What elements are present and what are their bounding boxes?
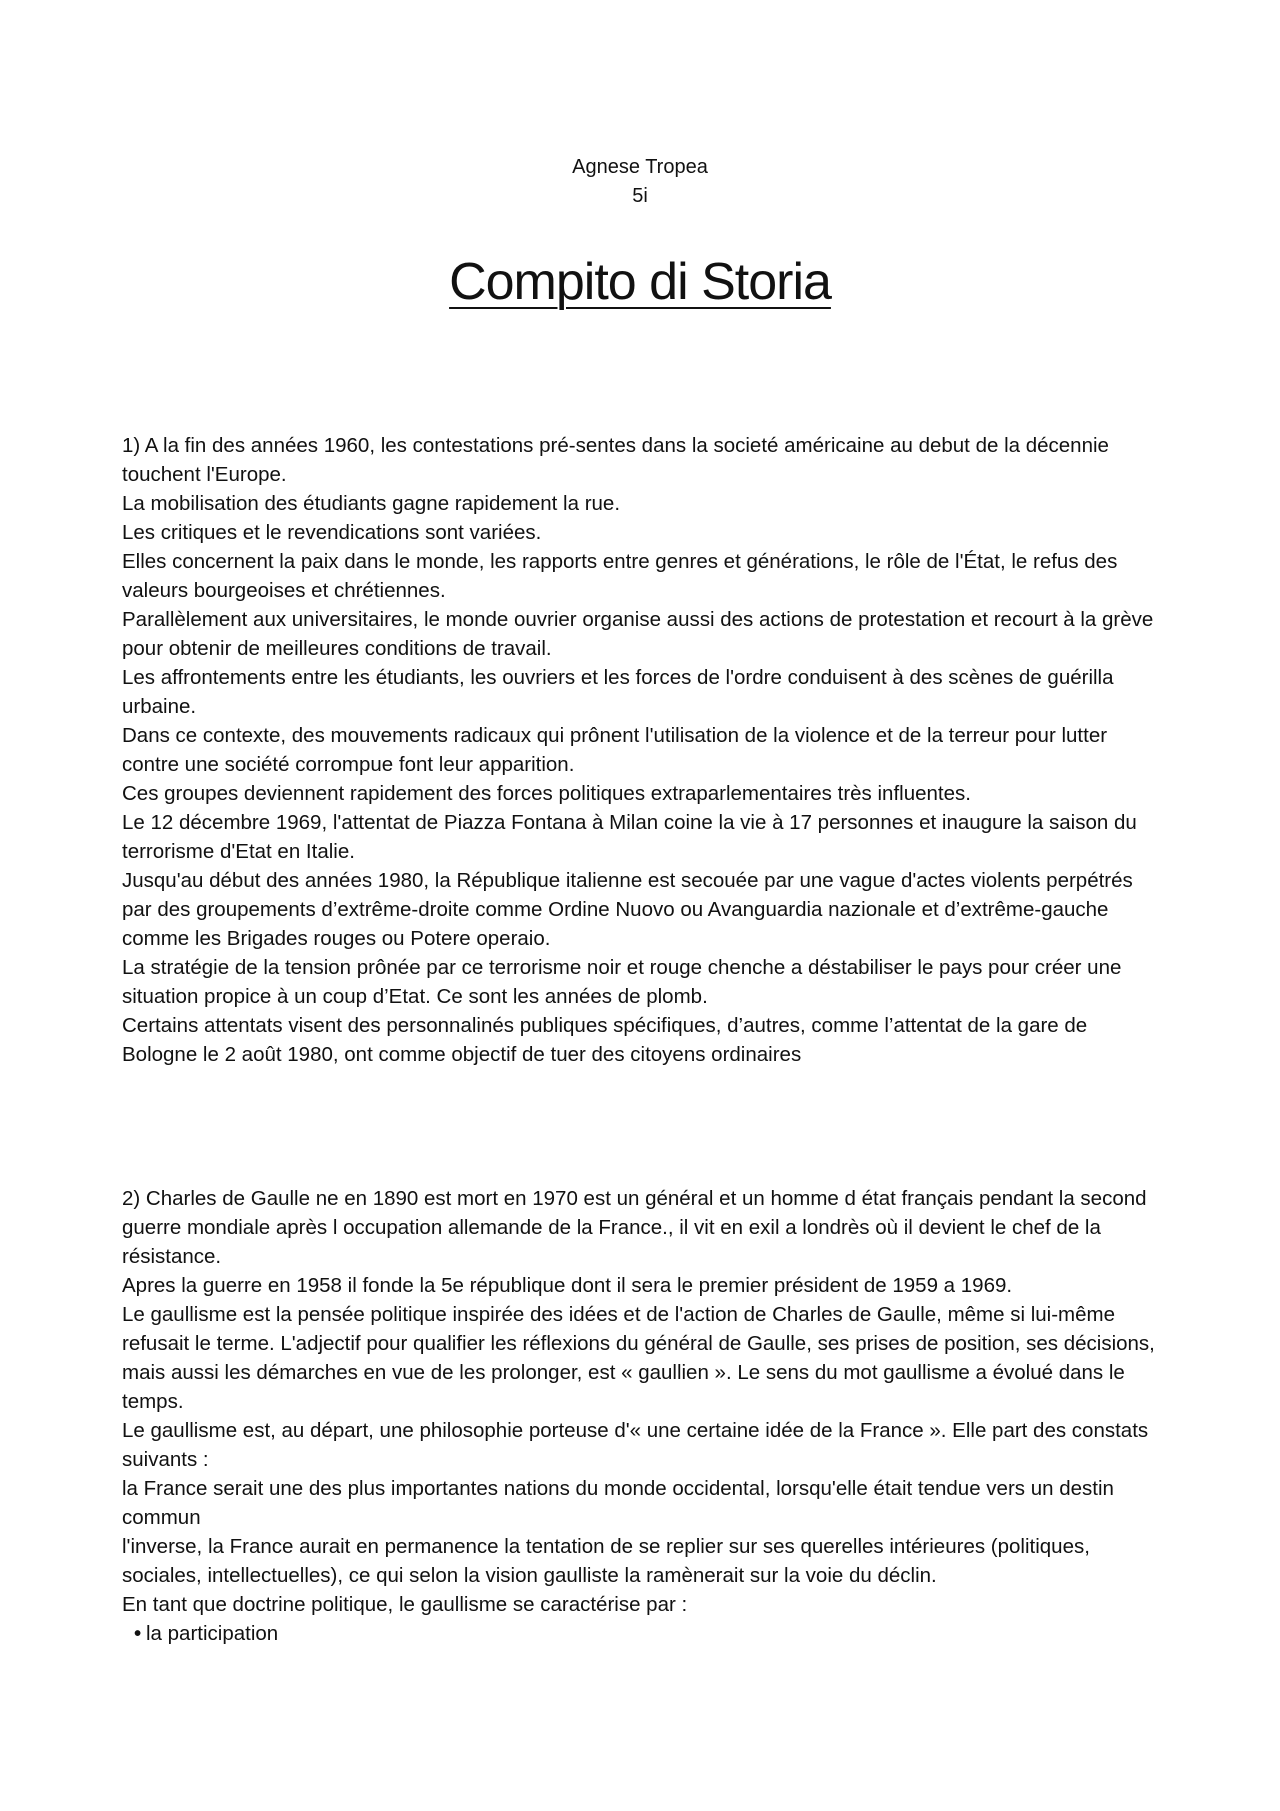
- paragraph: Les affrontements entre les étudiants, les ouvriers et les forces de l'ordre conduisent à des scènes de guérilla urbaine.: [122, 666, 1114, 718]
- answer-section-2: [122, 1184, 1167, 1648]
- paragraph: Ces groupes deviennent rapidement des forces politiques extraparlementaires très influentes.: [122, 782, 971, 805]
- paragraph: 2) Charles de Gaulle ne en 1890 est mort en 1970 est un général et un homme d état français pendant la second guerre mondiale après l occupation allemande de la France., il vit en exil a londrès où il devient le chef de la résistance.: [122, 1187, 1147, 1268]
- paragraph: Elles concernent la paix dans le monde, les rapports entre genres et générations, le rôle de l'État, le refus des valeurs bourgeoises et chrétiennes.: [122, 550, 1118, 602]
- document-header: [0, 153, 1280, 211]
- paragraph: Certains attentats visent des personnalinés publiques spécifiques, d’autres, comme l’attentat de la gare de Bologne le 2 août 1980, ont comme objectif de tuer des citoyens ordinaires: [122, 1014, 1088, 1066]
- paragraph: Apres la guerre en 1958 il fonde la 5e république dont il sera le premier président de 1959 a 1969.: [122, 1274, 1013, 1297]
- paragraph: Les critiques et le revendications sont variées.: [122, 521, 542, 544]
- paragraph: En tant que doctrine politique, le gaullisme se caractérise par :: [122, 1593, 688, 1616]
- class-label: 5i: [632, 185, 648, 207]
- paragraph: Le 12 décembre 1969, l'attentat de Piazza Fontana à Milan coine la vie à 17 personnes et inaugure la saison du terrorisme d'Etat en Italie.: [122, 811, 1137, 863]
- paragraph: Parallèlement aux universitaires, le monde ouvrier organise aussi des actions de protestation et recourt à la grève pour obtenir de meilleures conditions de travail.: [122, 608, 1154, 660]
- paragraph: La stratégie de la tension prônée par ce terrorisme noir et rouge chenche a déstabiliser le pays pour créer une situation propice à un coup d’Etat. Ce sont les années de plomb.: [122, 956, 1122, 1008]
- paragraph: Dans ce contexte, des mouvements radicaux qui prônent l'utilisation de la violence et de la terreur pour lutter contre une société corrompue font leur apparition.: [122, 724, 1108, 776]
- paragraph: Le gaullisme est la pensée politique inspirée des idées et de l'action de Charles de Gaulle, même si lui-même refusait le terme. L'adjectif pour qualifier les réflexions du général de Gaulle, ses prises de position, ses décisions, mais aussi les démarches en vue de les prolonger, est « gaullien ». Le sens du mot gaullisme a évolué dans le temps.: [122, 1303, 1155, 1413]
- answer-section-1: [122, 431, 1167, 1069]
- list-item: [122, 1619, 1167, 1648]
- document-title: Compito di Storia: [449, 253, 831, 311]
- paragraph: l'inverse, la France aurait en permanence la tentation de se replier sur ses querelles intérieures (politiques, sociales, intellectuelles), ce qui selon la vision gaulliste la ramènerait sur la voie du déclin.: [122, 1535, 1090, 1587]
- paragraph: Le gaullisme est, au départ, une philosophie porteuse d'« une certaine idée de la France ». Elle part des constats suivants :: [122, 1419, 1149, 1471]
- paragraph: Jusqu'au début des années 1980, la République italienne est secouée par une vague d'actes violents perpétrés par des groupements d’extrême-droite comme Ordine Nuovo ou Avanguardia nazionale et d’extrême-gauche comme les Brigades rouges ou Potere operaio.: [122, 869, 1133, 950]
- bullet-icon: •: [134, 1622, 142, 1645]
- list-item-text: la participation: [146, 1622, 279, 1645]
- author-name: Agnese Tropea: [572, 156, 708, 178]
- paragraph: La mobilisation des étudiants gagne rapidement la rue.: [122, 492, 621, 515]
- paragraph: 1) A la fin des années 1960, les contestations pré-sentes dans la societé américaine au debut de la décennie touchent l'Europe.: [122, 434, 1109, 486]
- paragraph: la France serait une des plus importantes nations du monde occidental, lorsqu'elle était tendue vers un destin commun: [122, 1477, 1114, 1529]
